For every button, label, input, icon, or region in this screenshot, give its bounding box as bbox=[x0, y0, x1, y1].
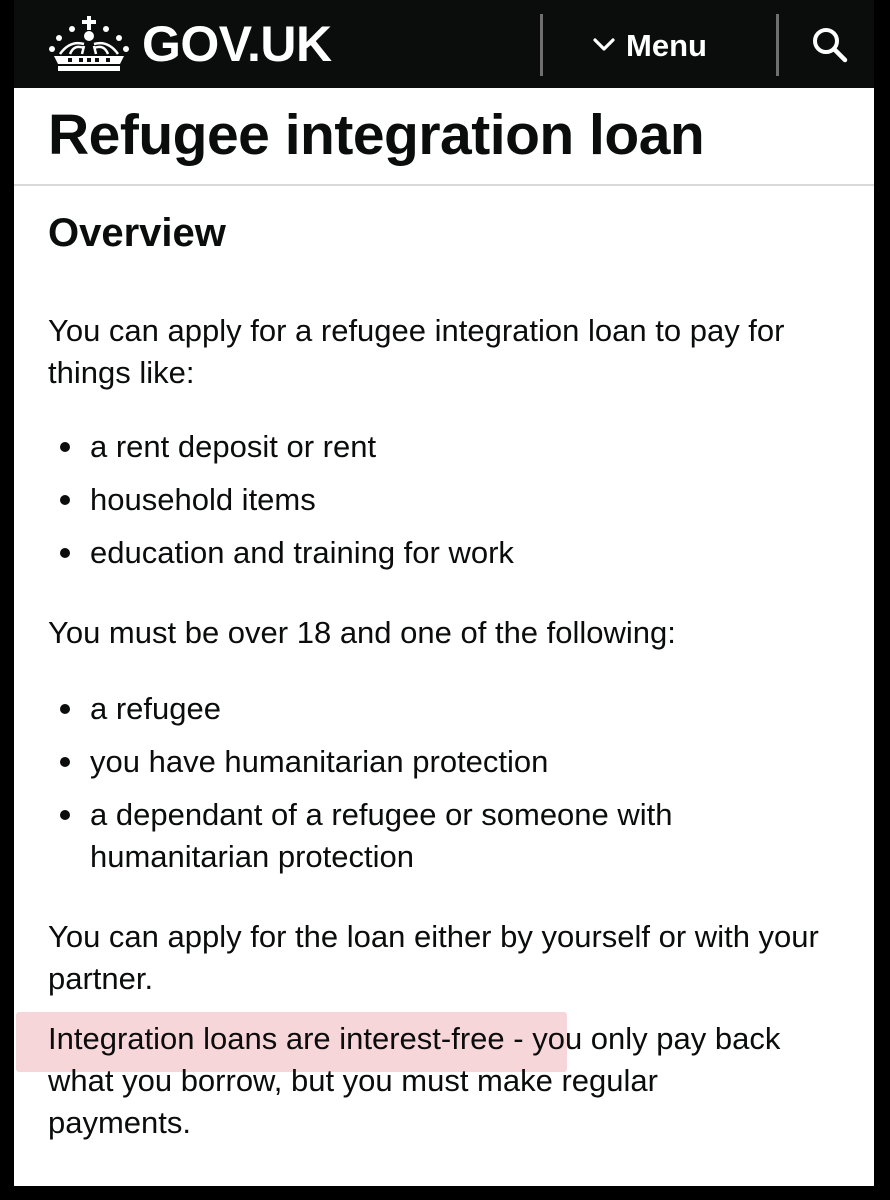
chevron-down-icon bbox=[592, 36, 616, 54]
list-item bbox=[48, 688, 848, 730]
bullet-icon bbox=[60, 757, 70, 767]
list-item bbox=[48, 532, 848, 574]
list-item-text: education and training for work bbox=[90, 535, 514, 570]
list-item-text: a refugee bbox=[90, 691, 221, 726]
title-band bbox=[14, 88, 874, 186]
list-item bbox=[48, 479, 848, 521]
list-item-text: you have humanitarian protection bbox=[90, 744, 549, 779]
page-title: Refugee integration loan bbox=[48, 103, 705, 167]
bullet-icon bbox=[60, 810, 70, 820]
bullet-icon bbox=[60, 495, 70, 505]
menu-button[interactable] bbox=[592, 20, 707, 70]
search-icon bbox=[810, 25, 850, 65]
section-heading-overview: Overview bbox=[48, 211, 226, 255]
header-divider bbox=[540, 14, 543, 76]
interest-line: what you borrow, but you must make regular bbox=[48, 1063, 658, 1098]
list-item-text: household items bbox=[90, 482, 316, 517]
search-button[interactable] bbox=[804, 20, 856, 70]
list-item bbox=[48, 741, 848, 783]
govuk-logo-link[interactable] bbox=[46, 12, 332, 76]
partner-paragraph: You can apply for the loan either by yourself or with your partner. bbox=[48, 919, 819, 996]
uses-list bbox=[48, 426, 848, 585]
interest-line: payments. bbox=[48, 1105, 192, 1140]
highlighted-text: Integration loans are interest-free - bbox=[48, 1021, 524, 1056]
govuk-logo-text: GOV.UK bbox=[142, 16, 332, 72]
list-item bbox=[48, 794, 848, 878]
interest-line bbox=[48, 1018, 858, 1060]
eligibility-list bbox=[48, 688, 848, 889]
interest-text: you only pay back bbox=[523, 1021, 781, 1056]
eligibility-intro: You must be over 18 and one of the following: bbox=[48, 615, 676, 650]
bullet-icon bbox=[60, 704, 70, 714]
list-item-text: a rent deposit or rent bbox=[90, 429, 377, 464]
intro-paragraph: You can apply for a refugee integration loan to pay for things like: bbox=[48, 313, 785, 390]
crown-icon bbox=[46, 14, 132, 74]
bullet-icon bbox=[60, 548, 70, 558]
main-content bbox=[14, 88, 874, 1186]
header-divider bbox=[776, 14, 779, 76]
interest-paragraph bbox=[48, 1018, 858, 1144]
list-item-text: a dependant of a refugee or someone with humanitarian protection bbox=[90, 797, 673, 874]
govuk-header bbox=[14, 0, 874, 88]
bullet-icon bbox=[60, 442, 70, 452]
list-item bbox=[48, 426, 848, 468]
menu-label: Menu bbox=[626, 27, 707, 63]
